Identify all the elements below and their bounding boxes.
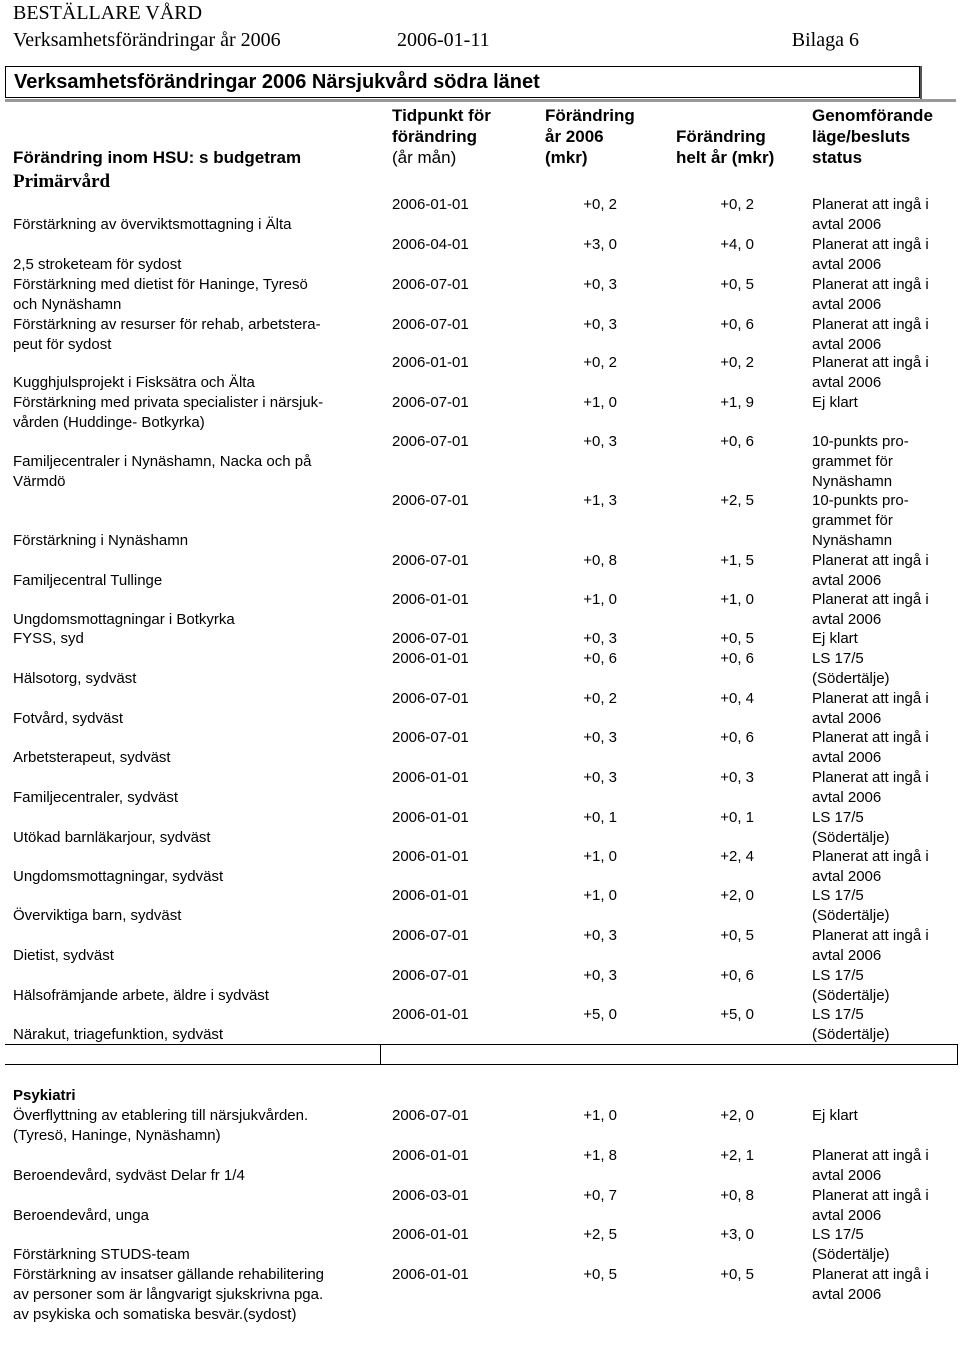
row-label-line: Förstärkning av resurser för rehab, arbetstera- (13, 316, 321, 333)
row-date: 2006-01-01 (392, 650, 469, 667)
row-status (812, 353, 952, 393)
row-date: 2006-04-01 (392, 236, 469, 253)
row-status-line: 10-punkts pro- (812, 492, 909, 509)
row-date: 2006-01-01 (392, 1226, 469, 1243)
row-change-full-year: +2, 1 (720, 1147, 754, 1164)
row-status (812, 1146, 952, 1186)
row-change-2006: +1, 8 (583, 1147, 617, 1164)
row-date: 2006-01-01 (392, 196, 469, 213)
row-label (13, 315, 375, 355)
row-change-full-year: +0, 1 (720, 809, 754, 826)
row-change-full-year: +0, 5 (720, 630, 754, 647)
row-status-line: (Södertälje) (812, 829, 890, 846)
row-change-2006: +0, 3 (583, 769, 617, 786)
row-change-full-year: +0, 6 (720, 650, 754, 667)
row-change-2006: +1, 0 (583, 887, 617, 904)
row-status (812, 195, 952, 235)
row-status-line: Ej klart (812, 394, 858, 411)
row-change-full-year: +1, 5 (720, 552, 754, 569)
row-label-line: Förstärkning med privata specialister i närsjuk- (13, 394, 324, 411)
row-date: 2006-07-01 (392, 630, 469, 647)
col-header-change-line2: år 2006 (545, 127, 604, 146)
row-status (812, 1186, 952, 1226)
row-date: 2006-07-01 (392, 552, 469, 569)
row-status (812, 491, 952, 551)
row-date: 2006-01-01 (392, 848, 469, 865)
row-change-2006: +0, 2 (583, 690, 617, 707)
row-status-line: Planerat att ingå i (812, 591, 929, 608)
col-header-fullyear-line2: helt år (mkr) (676, 148, 775, 167)
row-change-2006: +0, 5 (583, 1266, 617, 1283)
row-change-2006: +0, 3 (583, 316, 617, 333)
row-change-full-year: +0, 5 (720, 1266, 754, 1283)
row-change-full-year: +0, 6 (720, 729, 754, 746)
row-label-line: Förstärkning STUDS-team (13, 1246, 190, 1263)
row-status-line: Ej klart (812, 630, 858, 647)
row-label (13, 748, 375, 768)
table-divider (380, 1044, 381, 1065)
row-change-full-year: +0, 8 (720, 1187, 754, 1204)
col-header-fullyear (676, 126, 796, 168)
row-status (812, 432, 952, 492)
row-label (13, 255, 375, 275)
row-date: 2006-01-01 (392, 1266, 469, 1283)
row-label (13, 531, 375, 551)
row-status-line: avtal 2006 (812, 572, 882, 589)
col-header-fullyear-line1: Förändring (676, 127, 766, 146)
row-label (13, 709, 375, 729)
row-label-line: Förstärkning av insatser gällande rehabilitering (13, 1266, 325, 1283)
row-label (13, 1265, 375, 1325)
row-status-line: LS 17/5 (812, 650, 864, 667)
section-heading-psykiatri: Psykiatri (13, 1087, 76, 1104)
section-heading-primarvard: Primärvård (13, 171, 111, 192)
table-divider (5, 1044, 958, 1045)
row-status-line: grammet för (812, 453, 893, 470)
row-status (812, 235, 952, 275)
row-label (13, 946, 375, 966)
row-status (812, 1005, 952, 1045)
col-header-change-line1: Förändring (545, 106, 635, 125)
row-label-line: av psykiska och somatiska besvär.(sydost) (13, 1306, 297, 1323)
row-date: 2006-03-01 (392, 1187, 469, 1204)
row-status (812, 728, 952, 768)
row-label (13, 373, 375, 393)
row-status-line: Planerat att ingå i (812, 1266, 929, 1283)
row-change-2006: +1, 0 (583, 848, 617, 865)
row-change-2006: +0, 3 (583, 433, 617, 450)
row-status (812, 551, 952, 591)
row-status (812, 393, 952, 413)
row-label (13, 215, 375, 235)
row-label (13, 669, 375, 689)
row-label (13, 629, 375, 649)
row-change-full-year: +0, 6 (720, 433, 754, 450)
row-label-line: Närakut, triagefunktion, sydväst (13, 1026, 224, 1043)
row-status-line: LS 17/5 (812, 1006, 864, 1023)
row-status (812, 689, 952, 729)
row-change-2006: +3, 0 (583, 236, 617, 253)
row-date: 2006-07-01 (392, 316, 469, 333)
row-status-line: avtal 2006 (812, 216, 882, 233)
row-label-line: Ungdomsmottagningar i Botkyrka (13, 611, 235, 628)
row-date: 2006-07-01 (392, 1107, 469, 1124)
document-header-line (13, 29, 859, 51)
row-status-line: Planerat att ingå i (812, 316, 929, 333)
row-date: 2006-07-01 (392, 276, 469, 293)
row-status-line: Planerat att ingå i (812, 236, 929, 253)
row-status-line: Planerat att ingå i (812, 690, 929, 707)
row-label (13, 610, 375, 630)
col-header-timing-line3: (år mån) (392, 148, 457, 167)
row-status-line: Planerat att ingå i (812, 927, 929, 944)
row-status-line: Planerat att ingå i (812, 354, 929, 371)
row-status-line: Ej klart (812, 1107, 858, 1124)
row-date: 2006-01-01 (392, 887, 469, 904)
row-change-2006: +1, 0 (583, 394, 617, 411)
row-status-line: avtal 2006 (812, 374, 882, 391)
row-label-line: peut för sydost (13, 336, 112, 353)
row-status-line: Planerat att ingå i (812, 552, 929, 569)
row-change-2006: +0, 7 (583, 1187, 617, 1204)
row-change-2006: +0, 2 (583, 196, 617, 213)
row-label-line: Förstärkning i Nynäshamn (13, 532, 189, 549)
row-status-line: grammet för (812, 512, 893, 529)
row-label-line: och Nynäshamn (13, 296, 122, 313)
row-change-full-year: +0, 6 (720, 967, 754, 984)
row-status-line: avtal 2006 (812, 1167, 882, 1184)
row-status-line: LS 17/5 (812, 1226, 864, 1243)
col-header-change-line3: (mkr) (545, 148, 588, 167)
row-status-line: LS 17/5 (812, 967, 864, 984)
row-label-line: Beroendevård, unga (13, 1207, 149, 1224)
row-label-line: Överviktiga barn, sydväst (13, 907, 182, 924)
row-status (812, 1265, 952, 1305)
row-status-line: avtal 2006 (812, 336, 882, 353)
row-status-line: avtal 2006 (812, 868, 882, 885)
row-change-full-year: +4, 0 (720, 236, 754, 253)
row-status-line: avtal 2006 (812, 296, 882, 313)
row-label-line: av personer som är långvarigt sjukskrivna pga. (13, 1286, 324, 1303)
row-date: 2006-07-01 (392, 394, 469, 411)
row-label (13, 1166, 375, 1186)
row-status (812, 847, 952, 887)
row-change-full-year: +2, 5 (720, 492, 754, 509)
table-title: Verksamhetsförändringar 2006 Närsjukvård södra länet (14, 71, 540, 93)
header-subtitle: Verksamhetsförändringar år 2006 (13, 29, 281, 51)
row-label-line: vården (Huddinge- Botkyrka) (13, 414, 205, 431)
title-underline (5, 99, 956, 102)
row-change-2006: +5, 0 (583, 1006, 617, 1023)
header-date: 2006-01-11 (397, 29, 490, 51)
row-change-full-year: +2, 0 (720, 1107, 754, 1124)
row-label (13, 1206, 375, 1226)
row-date: 2006-01-01 (392, 591, 469, 608)
row-change-2006: +2, 5 (583, 1226, 617, 1243)
row-status-line: avtal 2006 (812, 947, 882, 964)
row-status (812, 629, 952, 649)
row-label (13, 867, 375, 887)
row-change-full-year: +3, 0 (720, 1226, 754, 1243)
row-label-line: Hälsofrämjande arbete, äldre i sydväst (13, 987, 269, 1004)
col-header-timing (392, 105, 522, 168)
row-change-full-year: +5, 0 (720, 1006, 754, 1023)
row-change-2006: +0, 3 (583, 927, 617, 944)
row-label-line: Kugghjulsprojekt i Fisksätra och Älta (13, 374, 255, 391)
row-change-2006: +0, 3 (583, 967, 617, 984)
row-label-line: Förstärkning med dietist för Haninge, Tyresö (13, 276, 308, 293)
row-label-line: 2,5 stroketeam för sydost (13, 256, 182, 273)
row-label-line: Värmdö (13, 473, 66, 490)
row-change-2006: +0, 8 (583, 552, 617, 569)
row-status-line: Planerat att ingå i (812, 848, 929, 865)
row-label (13, 986, 375, 1006)
row-status-line: Planerat att ingå i (812, 1147, 929, 1164)
title-box-shadow (920, 66, 922, 100)
row-status-line: Planerat att ingå i (812, 276, 929, 293)
row-status-line: avtal 2006 (812, 710, 882, 727)
row-label-line: Förstärkning av överviktsmottagning i Älta (13, 216, 292, 233)
row-date: 2006-01-01 (392, 354, 469, 371)
row-status (812, 966, 952, 1006)
row-label-line: Överflyttning av etablering till närsjukvården. (13, 1107, 309, 1124)
col-header-status-line1: Genomförande (812, 106, 933, 125)
row-change-full-year: +1, 0 (720, 591, 754, 608)
row-label (13, 1245, 375, 1265)
col-header-timing-line2: förändring (392, 127, 477, 146)
row-change-2006: +0, 3 (583, 729, 617, 746)
row-date: 2006-07-01 (392, 690, 469, 707)
row-label (13, 571, 375, 591)
row-label-line: Dietist, sydväst (13, 947, 114, 964)
row-status (812, 275, 952, 315)
row-label-line: Utökad barnläkarjour, sydväst (13, 829, 211, 846)
document-header-title: BESTÄLLARE VÅRD (13, 2, 203, 24)
row-label (13, 1106, 375, 1146)
col-header-budget: Förändring inom HSU: s budgetram (13, 148, 302, 167)
row-status-line: (Södertälje) (812, 1026, 890, 1043)
row-change-2006: +0, 6 (583, 650, 617, 667)
col-header-change (545, 105, 655, 168)
row-label-line: Fotvård, sydväst (13, 710, 124, 727)
row-date: 2006-01-01 (392, 809, 469, 826)
row-status-line: LS 17/5 (812, 809, 864, 826)
row-label (13, 275, 375, 315)
row-label-line: Familjecentral Tullinge (13, 572, 163, 589)
row-label (13, 452, 375, 492)
table-divider (957, 1044, 958, 1065)
row-change-full-year: +0, 2 (720, 196, 754, 213)
row-status-line: avtal 2006 (812, 256, 882, 273)
row-status (812, 768, 952, 808)
table-divider (5, 1064, 958, 1065)
row-status (812, 1106, 952, 1126)
col-header-status-line3: status (812, 148, 863, 167)
row-label-line: Arbetsterapeut, sydväst (13, 749, 171, 766)
row-status (812, 886, 952, 926)
row-status-line: (Södertälje) (812, 987, 890, 1004)
row-change-full-year: +2, 4 (720, 848, 754, 865)
row-label-line: Ungdomsmottagningar, sydväst (13, 868, 224, 885)
row-status (812, 315, 952, 355)
row-status-line: Planerat att ingå i (812, 1187, 929, 1204)
row-date: 2006-07-01 (392, 927, 469, 944)
row-status-line: avtal 2006 (812, 789, 882, 806)
row-status-line: Planerat att ingå i (812, 196, 929, 213)
row-label-line: Familjecentraler, sydväst (13, 789, 179, 806)
row-label (13, 828, 375, 848)
row-status-line: (Södertälje) (812, 907, 890, 924)
row-status-line: 10-punkts pro- (812, 433, 909, 450)
row-label (13, 1025, 375, 1045)
row-label (13, 788, 375, 808)
row-date: 2006-01-01 (392, 1147, 469, 1164)
row-change-2006: +0, 2 (583, 354, 617, 371)
row-change-full-year: +0, 4 (720, 690, 754, 707)
row-status-line: (Södertälje) (812, 670, 890, 687)
col-header-status-line2: läge/besluts (812, 127, 911, 146)
row-change-2006: +1, 0 (583, 591, 617, 608)
row-status-line: avtal 2006 (812, 749, 882, 766)
row-status-line: Nynäshamn (812, 473, 893, 490)
row-status-line: LS 17/5 (812, 887, 864, 904)
row-change-full-year: +1, 9 (720, 394, 754, 411)
row-change-full-year: +0, 2 (720, 354, 754, 371)
row-change-2006: +1, 0 (583, 1107, 617, 1124)
row-change-full-year: +0, 3 (720, 769, 754, 786)
row-date: 2006-07-01 (392, 967, 469, 984)
row-label (13, 393, 375, 433)
row-status-line: Planerat att ingå i (812, 769, 929, 786)
row-date: 2006-01-01 (392, 1006, 469, 1023)
row-status-line: Planerat att ingå i (812, 729, 929, 746)
row-status-line: avtal 2006 (812, 1207, 882, 1224)
row-change-full-year: +0, 5 (720, 927, 754, 944)
row-status (812, 808, 952, 848)
row-change-2006: +0, 3 (583, 630, 617, 647)
row-change-full-year: +0, 5 (720, 276, 754, 293)
row-label-line: Familjecentraler i Nynäshamn, Nacka och på (13, 453, 312, 470)
row-status-line: Nynäshamn (812, 532, 893, 549)
row-date: 2006-07-01 (392, 729, 469, 746)
row-change-full-year: +0, 6 (720, 316, 754, 333)
row-change-full-year: +2, 0 (720, 887, 754, 904)
row-status (812, 1225, 952, 1265)
row-status-line: avtal 2006 (812, 1286, 882, 1303)
col-header-timing-line1: Tidpunkt för (392, 106, 491, 125)
row-status (812, 926, 952, 966)
row-change-2006: +0, 3 (583, 276, 617, 293)
row-status (812, 649, 952, 689)
row-label-line: Beroendevård, sydväst Delar fr 1/4 (13, 1167, 245, 1184)
col-header-status (812, 105, 958, 168)
row-change-2006: +0, 1 (583, 809, 617, 826)
row-status (812, 590, 952, 630)
row-date: 2006-07-01 (392, 492, 469, 509)
table-title-box (5, 66, 920, 98)
row-label-line: (Tyresö, Haninge, Nynäshamn) (13, 1127, 221, 1144)
row-date: 2006-07-01 (392, 433, 469, 450)
row-change-2006: +1, 3 (583, 492, 617, 509)
row-status-line: (Södertälje) (812, 1246, 890, 1263)
row-label-line: FYSS, syd (13, 630, 84, 647)
row-status-line: avtal 2006 (812, 611, 882, 628)
row-label-line: Hälsotorg, sydväst (13, 670, 137, 687)
row-label (13, 906, 375, 926)
header-appendix: Bilaga 6 (791, 29, 859, 51)
row-date: 2006-01-01 (392, 769, 469, 786)
